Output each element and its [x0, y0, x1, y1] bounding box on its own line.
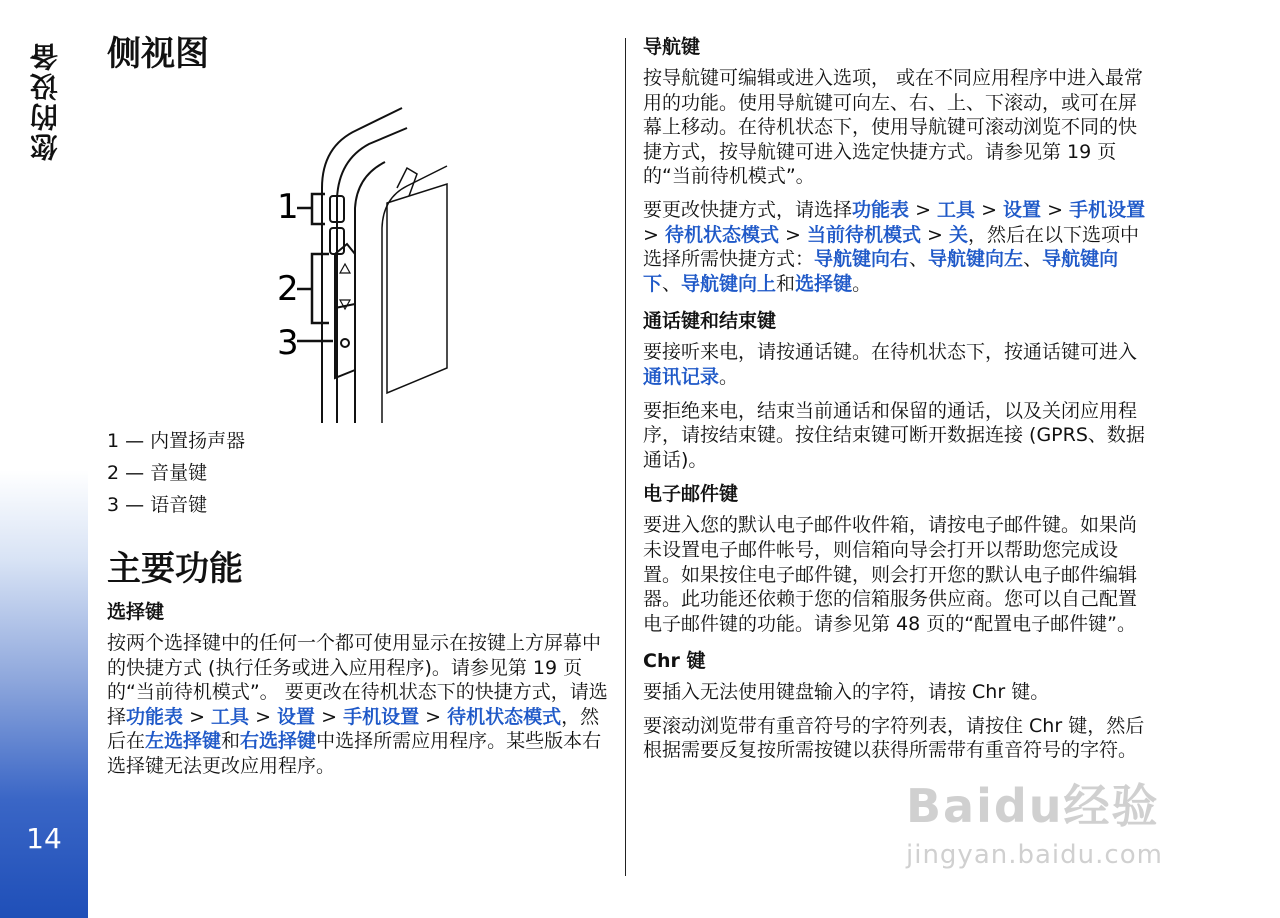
link-current-standby-mode[interactable]: 当前待机模式	[806, 223, 921, 246]
text-run: 按两个选择键中的任何一个都可使用显示在按键上方屏幕中的快捷方式 (执行任务或进入应用程序)。请参见第 19 页的“当前待机模式”。 要更改在待机状态下的快捷方式，请选择	[107, 632, 608, 728]
legend-item: 2 — 音量键	[107, 462, 208, 484]
section-title: 您的设备	[29, 41, 62, 161]
text-run: 。	[719, 365, 739, 388]
sidebar	[0, 0, 88, 918]
link-right-select-key[interactable]: 右选择键	[240, 730, 317, 753]
text-run: 要更改快捷方式，请选择	[643, 198, 853, 221]
paragraph-chr-key-1: 要插入无法使用键盘输入的字符，请按 Chr 键。	[643, 681, 1050, 704]
text-run: 和	[776, 272, 796, 295]
page-number: 14	[26, 822, 62, 855]
figure-legend	[107, 425, 612, 521]
link-nav-right[interactable]: 导航键向右	[814, 248, 910, 271]
subheading-chr-key: Chr 键	[643, 650, 706, 673]
heading-main-functions: 主要功能	[107, 549, 243, 589]
text-run: >	[921, 223, 949, 246]
subheading-nav-key: 导航键	[643, 36, 701, 58]
link-standby-mode[interactable]: 待机状态模式	[447, 705, 562, 728]
text-run: 要接听来电，请按通话键。在待机状态下，按通话键可进入	[643, 341, 1138, 364]
link-menu[interactable]: 功能表	[852, 198, 910, 221]
link-phone-settings[interactable]: 手机设置	[343, 705, 420, 728]
link-call-log[interactable]: 通讯记录	[643, 365, 720, 388]
text-run: 和	[221, 730, 241, 753]
text-run: >	[419, 705, 448, 728]
watermark-url: jingyan.baidu.com	[906, 840, 1163, 870]
figure-label-2: 2	[277, 269, 299, 309]
watermark-logo-text: Baidu经验	[906, 779, 1160, 833]
legend-item: 1 — 内置扬声器	[107, 430, 246, 452]
paragraph-nav-key-1: 按导航键可编辑或进入选项， 或在不同应用程序中进入最常用的功能。使用导航键可向左、右、上、下滚动，或可在屏幕上移动。在待机状态下，使用导航键可滚动浏览不同的快捷方式，按导航键可进入选定快捷方式。请参见第 19 页的“当前待机模式”。	[643, 67, 1144, 188]
baidu-watermark	[906, 770, 1206, 870]
link-menu[interactable]: 功能表	[126, 705, 184, 728]
paragraph-email-key: 要进入您的默认电子邮件收件箱，请按电子邮件键。如果尚未设置电子邮件帐号，则信箱向导会打开以帮助您完成设置。如果按住电子邮件键，则会打开您的默认电子邮件编辑器。此功能还依赖于您的信箱服务供应商。您可以自己配置电子邮件键的功能。请参见第 48 页的“配置电子邮件键”。	[643, 514, 1138, 635]
link-nav-down[interactable]: 导航键向下	[643, 248, 1119, 295]
link-off[interactable]: 关	[949, 223, 969, 246]
link-tools[interactable]: 工具	[937, 198, 976, 221]
link-phone-settings[interactable]: 手机设置	[1069, 198, 1146, 221]
paragraph-call-keys-1	[643, 340, 1153, 389]
subheading-email-key: 电子邮件键	[643, 483, 739, 506]
link-select-key[interactable]: 选择键	[795, 272, 853, 295]
text-run: 。	[852, 272, 872, 295]
legend-item: 3 — 语音键	[107, 494, 208, 516]
text-run: >	[778, 223, 807, 246]
subheading-call-keys: 通话键和结束键	[643, 310, 777, 333]
text-run: >	[315, 705, 344, 728]
link-tools[interactable]: 工具	[211, 705, 250, 728]
text-run: 、	[662, 272, 682, 295]
paragraph-chr-key-2: 要滚动浏览带有重音符号的字符列表，请按住 Chr 键，然后根据需要反复按所需按键以获得所需带有重音符号的字符。	[643, 714, 1145, 762]
figure-label-3: 3	[277, 323, 299, 363]
text-run: >	[249, 705, 278, 728]
link-settings[interactable]: 设置	[277, 705, 316, 728]
figure-label-1: 1	[277, 187, 299, 227]
link-standby-mode[interactable]: 待机状态模式	[664, 223, 779, 246]
text-run: >	[909, 198, 938, 221]
link-left-select-key[interactable]: 左选择键	[145, 730, 222, 753]
subheading-select-keys: 选择键	[107, 601, 165, 623]
text-run: ，然后在以下选项中选择所需快捷方式：	[643, 223, 1140, 271]
link-settings[interactable]: 设置	[1003, 198, 1042, 221]
text-run: 中选择所需应用程序。某些版本右选择键无法更改应用程序。	[107, 730, 602, 777]
left-column	[107, 30, 612, 788]
column-divider	[625, 38, 626, 876]
text-run: >	[1041, 198, 1070, 221]
right-column	[643, 34, 1153, 772]
link-nav-up[interactable]: 导航键向上	[681, 272, 777, 295]
text-run: >	[975, 198, 1004, 221]
paragraph-select-keys	[107, 631, 612, 779]
paragraph-nav-key-2	[643, 198, 1153, 296]
device-side-figure	[107, 78, 612, 423]
text-run: 、	[909, 248, 929, 271]
link-nav-left[interactable]: 导航键向左	[928, 248, 1024, 271]
text-run: ，然后在	[107, 705, 600, 753]
device-side-illustration	[107, 78, 612, 423]
paragraph-call-keys-2: 要拒绝来电，结束当前通话和保留的通话，以及关闭应用程序，请按结束键。按住结束键可断开数据连接 (GPRS、数据通话)。	[643, 399, 1145, 471]
text-run: >	[643, 223, 665, 246]
heading-side-view: 侧视图	[107, 34, 209, 74]
text-run: 、	[1023, 248, 1043, 271]
text-run: >	[183, 705, 212, 728]
